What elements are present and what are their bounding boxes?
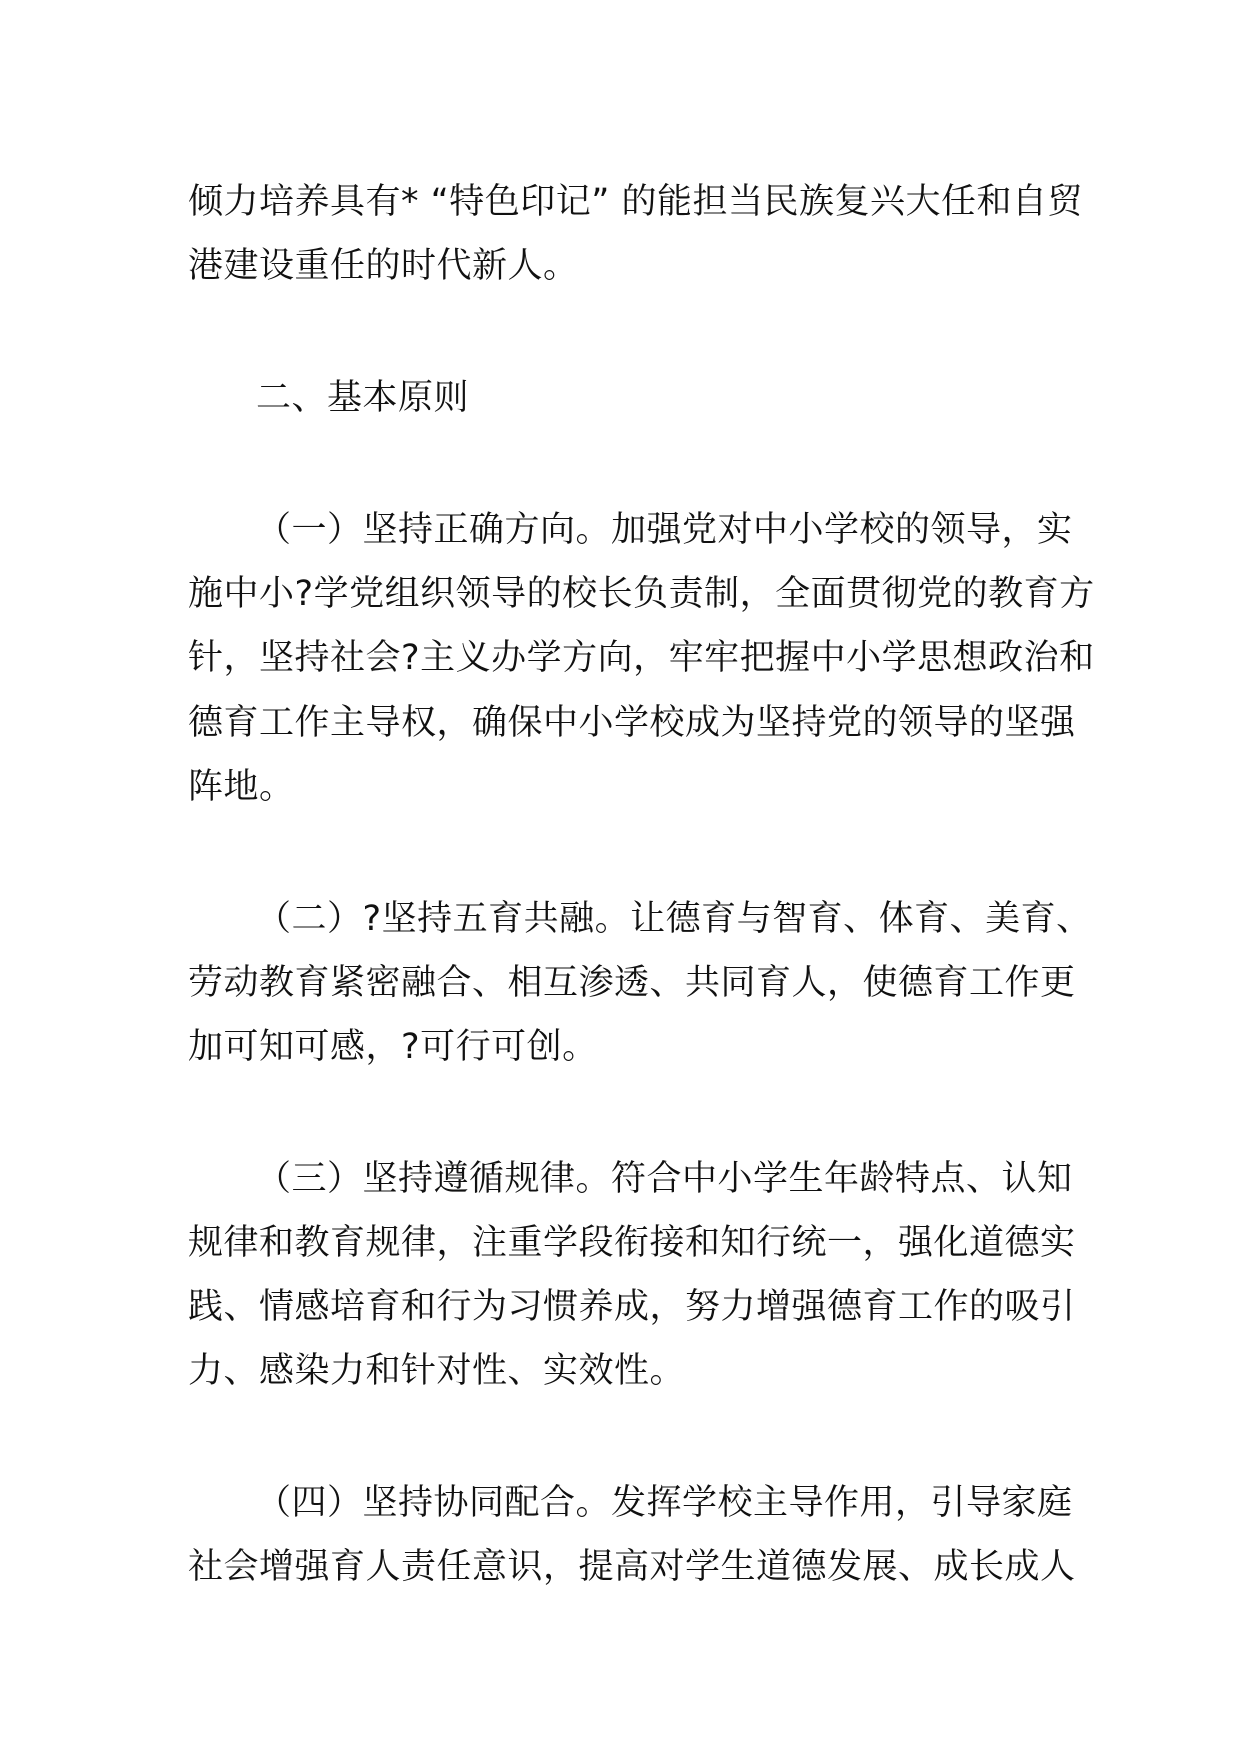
principle-4-line-1: （四）坚持协同配合。发挥学校主导作用，引导家庭 bbox=[256, 1483, 1073, 1523]
principle-3-line-2: 规律和教育规律，注重学段衔接和知行统一，强化道德实 bbox=[188, 1223, 1076, 1263]
principle-3-line-4: 力、感染力和针对性、实效性。 bbox=[188, 1351, 686, 1391]
principle-1-line-1: （一）坚持正确方向。加强党对中小学校的领导，实 bbox=[256, 510, 1073, 550]
principle-2-line-3: 加可知可感，?可行可创。 bbox=[188, 1027, 598, 1067]
principle-1-line-2: 施中小?学党组织领导的校长负责制，全面贯彻党的教育方 bbox=[188, 574, 1095, 614]
section-heading: 二、基本原则 bbox=[256, 378, 470, 418]
intro-line-2: 港建设重任的时代新人。 bbox=[188, 246, 579, 286]
principle-3-line-1: （三）坚持遵循规律。符合中小学生年龄特点、认知 bbox=[256, 1159, 1073, 1199]
principle-2-line-1: （二）?坚持五育共融。让德育与智育、体育、美育、 bbox=[256, 899, 1092, 939]
principle-1-line-5: 阵地。 bbox=[188, 767, 295, 807]
principle-3-line-3: 践、情感培育和行为习惯养成，努力增强德育工作的吸引 bbox=[188, 1287, 1076, 1327]
principle-2-line-2: 劳动教育紧密融合、相互渗透、共同育人，使德育工作更 bbox=[188, 963, 1076, 1003]
principle-4-line-2: 社会增强育人责任意识，提高对学生道德发展、成长成人 bbox=[188, 1547, 1076, 1587]
principle-1-line-4: 德育工作主导权，确保中小学校成为坚持党的领导的坚强 bbox=[188, 703, 1076, 743]
intro-line-1: 倾力培养具有* “特色印记” 的能担当民族复兴大任和自贸 bbox=[188, 182, 1084, 222]
principle-1-line-3: 针，坚持社会?主义办学方向，牢牢把握中小学思想政治和 bbox=[188, 638, 1095, 678]
